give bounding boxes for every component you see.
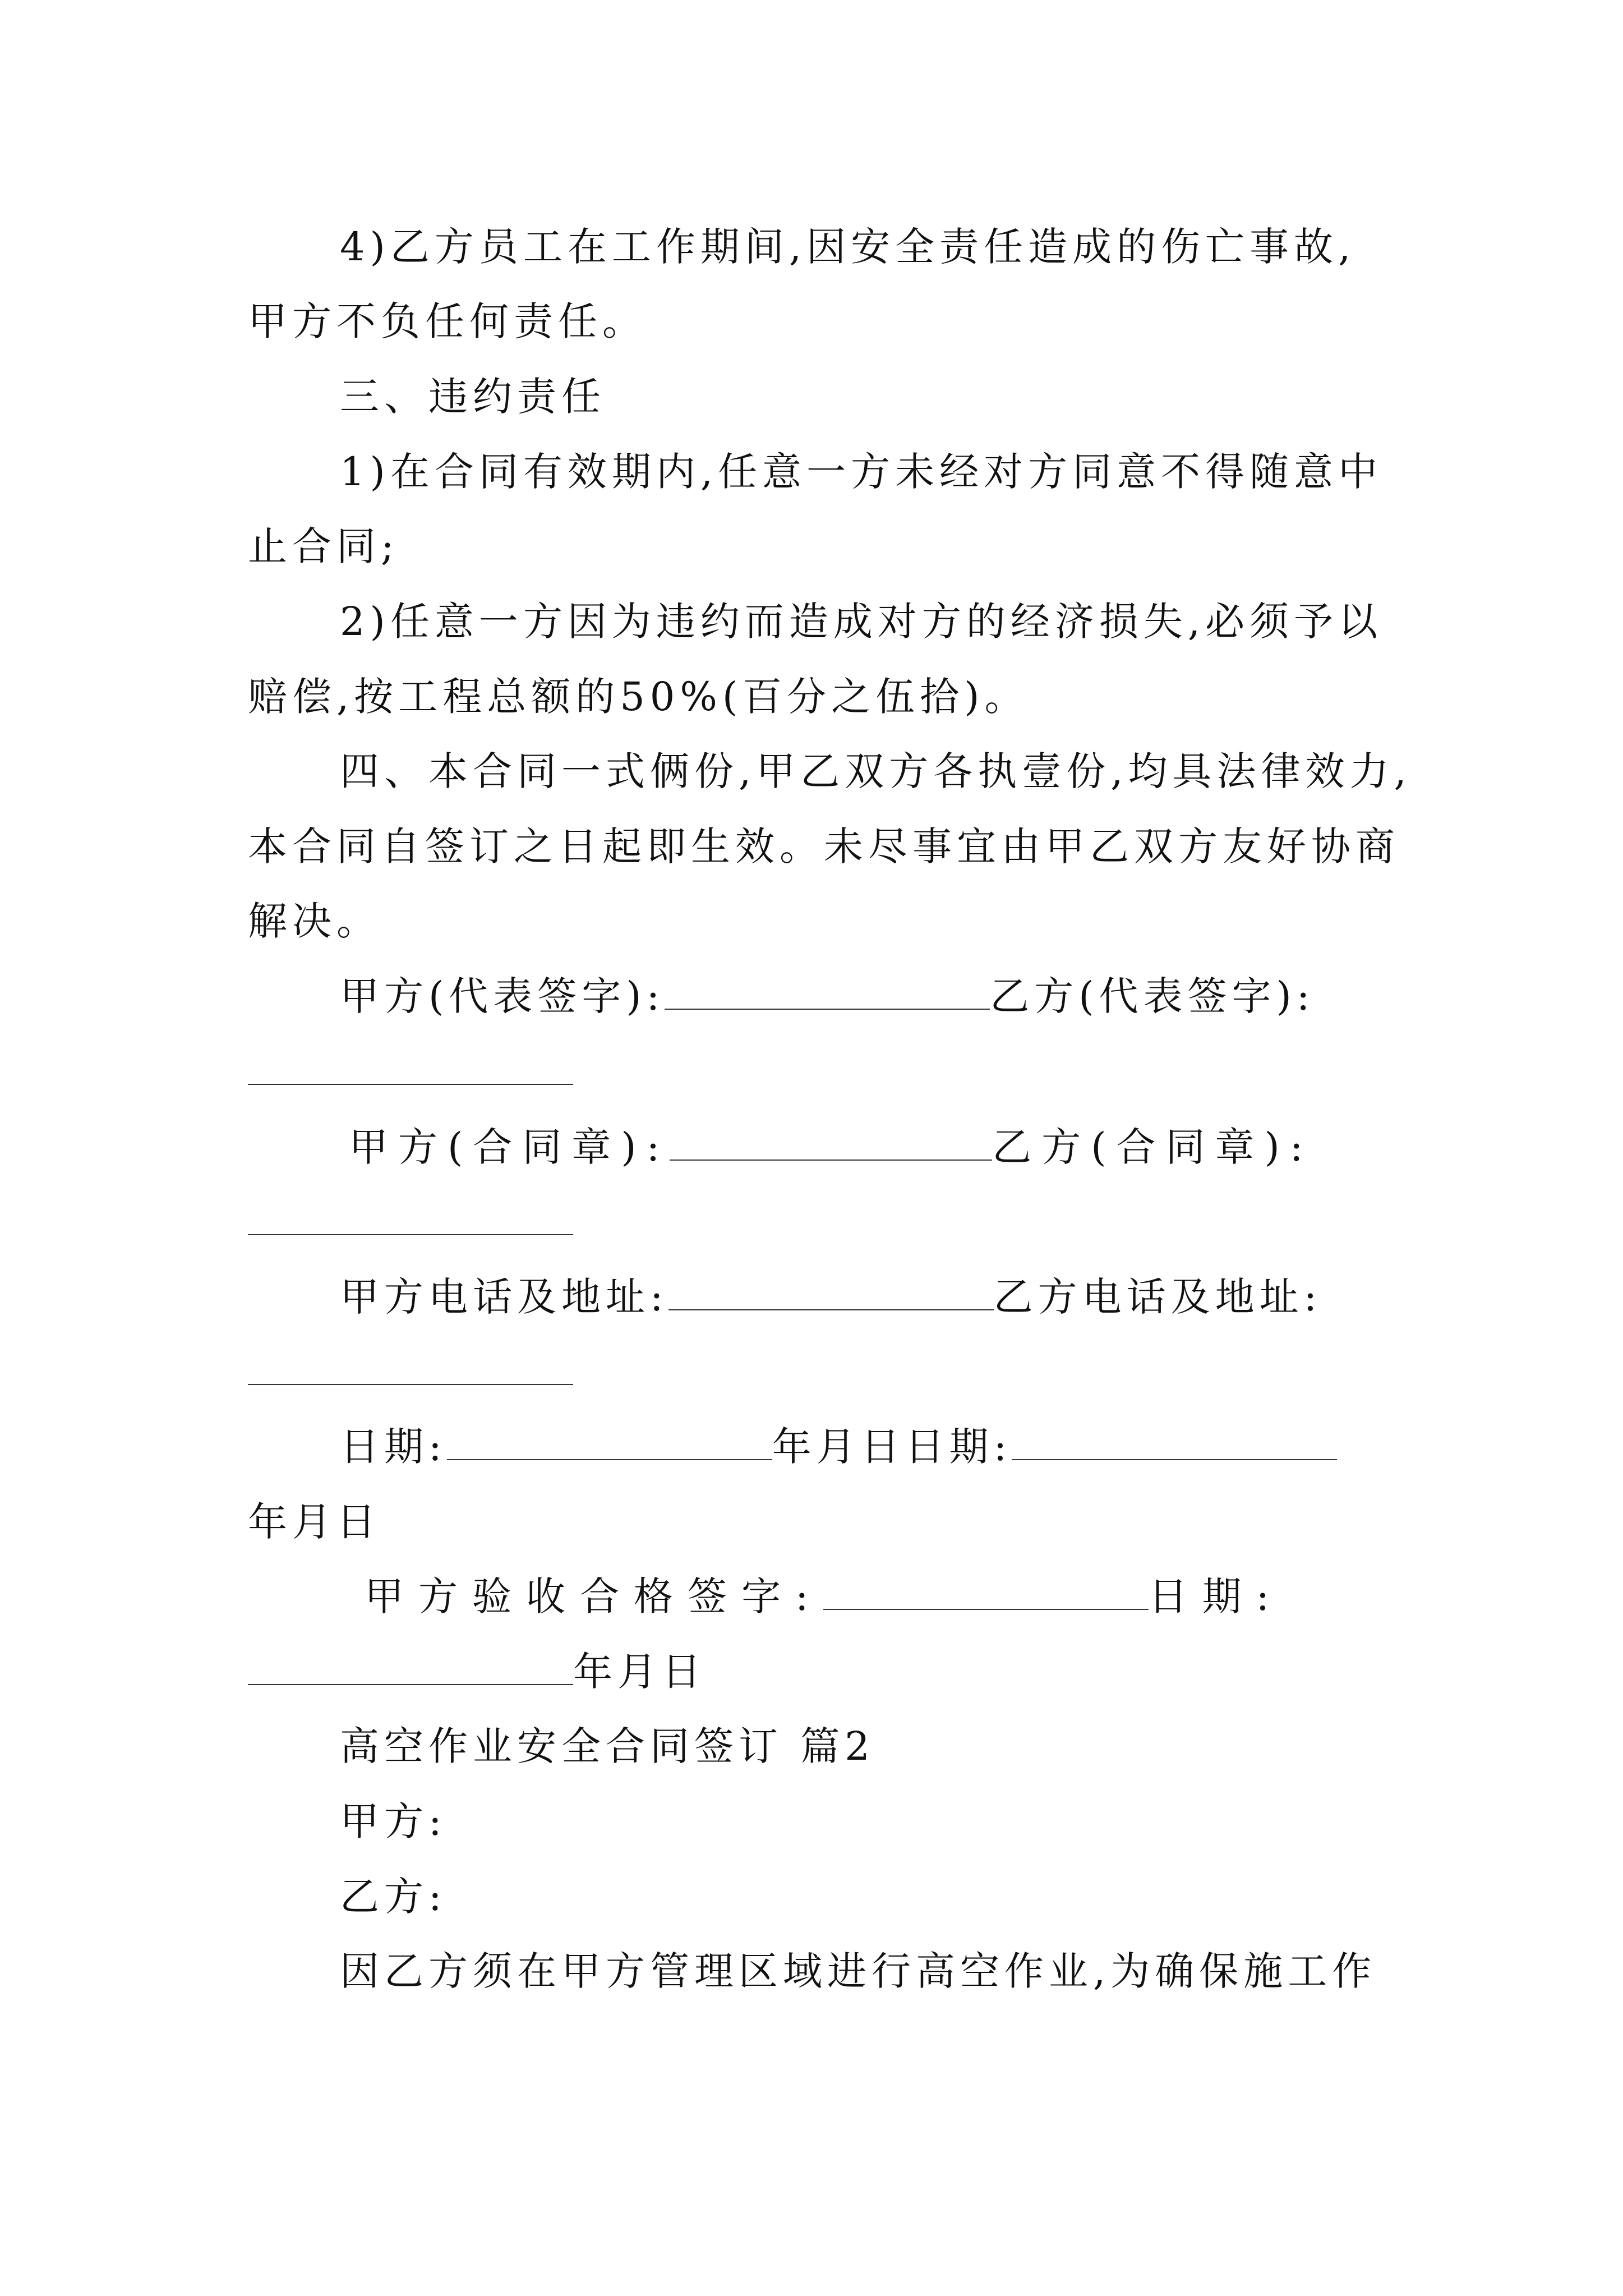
party-a-contact-blank [668,1274,994,1310]
paragraph-line: 止合同; [248,523,399,569]
seal-row-continued [248,1197,573,1247]
party-a-contact-label: 甲方电话及地址: [340,1274,668,1320]
party-b-rep-label: 乙方(代表签字): [990,973,1315,1019]
paragraph-line: 4)乙方员工在工作期间,因安全责任造成的伤亡事故, [340,224,1356,270]
seal-row [349,1122,1313,1172]
paragraph-line: 1)在合同有效期内,任意一方未经对方同意不得随意中 [340,449,1383,495]
party-b-seal-blank [248,1199,573,1235]
signature-row [340,971,1315,1022]
paragraph-line: 解决。 [248,898,381,944]
party-b-contact-label: 乙方电话及地址: [993,1274,1322,1320]
paragraph-line: 2)任意一方因为违约而造成对方的经济损失,必须予以 [340,599,1383,645]
acceptance-date-blank [248,1649,573,1685]
date-suffix: 年月日日期: [772,1424,1012,1470]
section-heading: 三、违约责任 [340,374,606,420]
contact-row [340,1272,1322,1322]
acceptance-date-suffix: 年月日 [573,1649,706,1695]
acceptance-signature-blank [823,1574,1149,1610]
party-a-rep-blank [665,974,990,1010]
acceptance-label: 甲方验收合格签字: [365,1573,823,1619]
party-b-line: 乙方: [340,1874,447,1920]
party-b-rep-blank [248,1049,573,1085]
signature-row-continued [248,1046,573,1097]
party-a-line: 甲方: [340,1798,447,1844]
contact-row-continued [248,1346,573,1397]
party-b-date-blank [1012,1424,1337,1460]
acceptance-row [365,1571,1284,1622]
paragraph-line: 本合同自签订之日起即生效。未尽事宜由甲乙双方友好协商 [248,823,1400,869]
party-b-contact-blank [248,1349,573,1385]
paragraph-line: 因乙方须在甲方管理区域进行高空作业,为确保施工作 [340,1948,1377,1994]
paragraph-line: 赔偿,按工程总额的50%(百分之伍拾)。 [248,674,1029,720]
party-a-seal-label: 甲方(合同章): [349,1124,670,1170]
paragraph-line: 四、本合同一式俩份,甲乙双方各执壹份,均具法律效力, [340,748,1412,794]
paragraph-line: 甲方不负任何责任。 [248,298,647,344]
date-row-continued: 年月日 [248,1499,381,1545]
acceptance-row-continued [248,1646,706,1697]
party-b-seal-label: 乙方(合同章): [992,1124,1313,1170]
section-title: 高空作业安全合同签订 篇2 [340,1723,875,1769]
party-a-date-blank [447,1424,772,1460]
date-label: 日期: [340,1424,447,1470]
date-row [340,1421,1337,1472]
acceptance-date-label: 日期: [1148,1573,1284,1619]
party-a-rep-label: 甲方(代表签字): [340,973,665,1019]
party-a-seal-blank [670,1125,992,1161]
